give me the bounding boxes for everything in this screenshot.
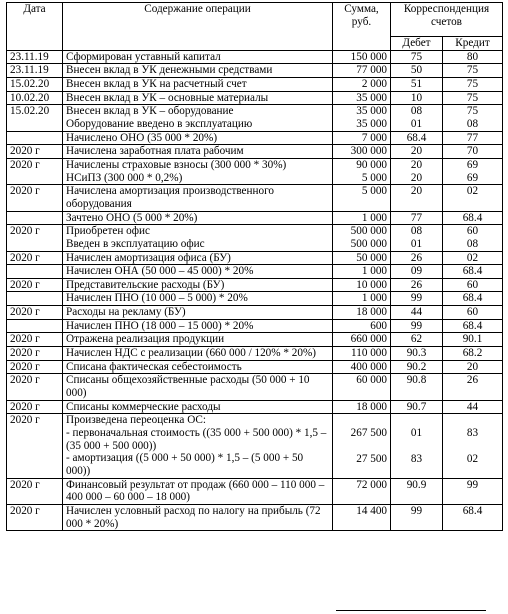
cell-debit-value: 50 [410,64,423,77]
cell-credit-value: 83 [466,427,479,440]
cell-credit-value: 70 [466,145,479,158]
operation-line: Отражена реализация продукции [66,333,225,346]
cell-content [63,211,333,225]
cell-sum-value: 72 000 [356,478,387,491]
operation-line: Внесен вклад в УК – основные материалы [66,91,269,104]
operation-line: Сформирован уставный капитал [66,50,221,63]
operation-line: Начислен НДС с реализации (660 000 / 120% * 20%) [66,347,317,360]
operation-line: Внесен вклад в УК денежными средствами [66,64,273,77]
cell-date: 2020 г [7,306,63,320]
cell-debit [391,225,443,251]
operation-line: Начислено ОНО (35 000 * 20%) [66,131,218,144]
cell-credit-value: 75 [466,64,479,77]
table-row [7,251,503,265]
cell-debit [391,105,443,131]
cell-sum-value: 660 000 [350,333,387,346]
cell-sum-value: 110 000 [351,347,387,360]
cell-debit-value: 09 [410,265,423,278]
cell-credit [443,251,503,265]
cell-sum-value: 7 000 [361,131,387,144]
cell-debit [391,333,443,347]
operation-line: - амортизация ((5 000 + 50 000) * 1,5 – (5 000 + 50 000)) [66,452,304,477]
cell-sum-value: 500 000 [350,225,387,238]
table-row [7,50,503,64]
cell-content [63,50,333,64]
cell-credit-value: 08 [466,117,479,130]
cell-sum [333,211,391,225]
header-debit: Дебет [391,37,443,51]
table-row [7,478,503,504]
cell-debit-value: 62 [410,333,423,346]
cell-sum [333,478,391,504]
operation-line: Начислен ПНО (10 000 – 5 000) * 20% [66,292,248,305]
cell-date: 2020 г [7,145,63,159]
table-row [7,292,503,306]
cell-debit [391,478,443,504]
cell-credit [443,347,503,361]
cell-debit [391,319,443,333]
table-row [7,319,503,333]
cell-debit [391,145,443,159]
operation-line: Оборудование введено в эксплуатацию [66,117,253,130]
operation-line: Финансовый результат от продаж (660 000 – 110 000 – 400 000 – 60 000 – 18 000) [66,478,325,504]
cell-sum [333,400,391,414]
cell-sum-value: 14 400 [356,504,387,517]
cell-debit-value: 77 [410,211,423,224]
cell-debit-value: 99 [410,319,423,332]
header-sum: Сумма, руб. [333,3,391,51]
cell-content [63,414,333,478]
cell-credit-value: 44 [466,400,479,413]
cell-content [63,91,333,105]
cell-credit [443,91,503,105]
cell-debit [391,131,443,145]
cell-credit [443,504,503,530]
table-row [7,158,503,184]
cell-debit-value: 26 [410,251,423,264]
table-row [7,77,503,91]
cell-credit [443,131,503,145]
operation-line: Начислены страховые взносы (300 000 * 30%) [66,158,287,171]
cell-credit-value: 75 [466,105,479,118]
cell-sum-value: 1 000 [361,292,387,305]
cell-sum-value: 77 000 [356,64,387,77]
cell-sum-value: 18 000 [356,306,387,319]
cell-credit-value: 68.2 [462,347,483,360]
cell-debit-value: 01 [410,117,423,130]
cell-credit [443,185,503,211]
table-row [7,131,503,145]
cell-date: 2020 г [7,333,63,347]
cell-sum [333,145,391,159]
cell-debit [391,265,443,279]
cell-sum-value: 27 500 [356,452,387,465]
cell-sum-value [336,414,387,427]
header-date: Дата [7,3,63,51]
cell-credit-value: 68.4 [462,504,483,517]
cell-credit [443,158,503,184]
journal-rows [7,50,503,531]
cell-credit-value: 68.4 [462,292,483,305]
header-content: Содержание операции [63,3,333,51]
cell-sum-value: 1 000 [361,265,387,278]
cell-credit [443,265,503,279]
cell-sum [333,91,391,105]
cell-debit [391,504,443,530]
cell-date [7,292,63,306]
cell-content [63,251,333,265]
cell-debit [391,400,443,414]
cell-credit [443,374,503,400]
cell-date: 2020 г [7,374,63,400]
cell-sum [333,360,391,374]
cell-debit-value: 90.7 [406,400,427,413]
cell-date: 23.11.19 [7,50,63,64]
cell-credit [443,64,503,78]
cell-debit-value: 99 [410,292,423,305]
cell-credit [443,333,503,347]
cell-credit [443,278,503,292]
cell-debit-value: 20 [410,185,423,198]
cell-debit-value: 08 [410,105,423,118]
cell-credit-value: 02 [466,452,479,465]
table-row [7,278,503,292]
table-row [7,91,503,105]
cell-credit [443,400,503,414]
cell-credit-value: 68.4 [462,211,483,224]
operation-line: Введен в эксплуатацию офис [66,237,205,250]
operation-line: Начислен амортизация офиса (БУ) [66,251,231,264]
cell-sum [333,278,391,292]
operation-line: Зачтено ОНО (5 000 * 20%) [66,211,198,224]
table-row [7,105,503,131]
table-row [7,414,503,478]
cell-debit-value: 90.9 [406,478,427,491]
cell-debit [391,64,443,78]
cell-sum [333,504,391,530]
cell-date: 2020 г [7,400,63,414]
table-row [7,145,503,159]
cell-sum-value: 600 [370,319,387,332]
cell-credit [443,225,503,251]
cell-credit [443,105,503,131]
cell-sum-value: 35 000 [356,117,387,130]
cell-sum-value: 5 000 [361,185,387,198]
cell-sum [333,265,391,279]
table-row [7,360,503,374]
cell-content [63,131,333,145]
cell-content [63,185,333,211]
cell-content [63,64,333,78]
cell-debit-value: 10 [410,91,423,104]
cell-date: 2020 г [7,504,63,530]
cell-credit-value: 80 [466,50,479,63]
cell-date [7,319,63,333]
cell-date: 10.02.20 [7,91,63,105]
cell-date: 2020 г [7,347,63,361]
cell-credit-value: 02 [466,251,479,264]
operation-line: НСиПЗ (300 000 * 0,2%) [66,171,183,184]
cell-content [63,360,333,374]
cell-date: 15.02.20 [7,105,63,131]
cell-credit [443,414,503,478]
cell-credit-value: 90.1 [462,333,483,346]
cell-date: 23.11.19 [7,64,63,78]
cell-content [63,478,333,504]
cell-debit-value: 26 [410,278,423,291]
cell-debit-value: 01 [410,427,423,440]
cell-credit [443,478,503,504]
table-row [7,306,503,320]
operation-line: Начислена заработная плата рабочим [66,145,244,158]
cell-sum [333,333,391,347]
cell-debit-value: 90.2 [406,360,427,373]
cell-date: 2020 г [7,185,63,211]
table-row [7,400,503,414]
cell-content [63,292,333,306]
cell-sum [333,158,391,184]
cell-date: 2020 г [7,278,63,292]
cell-content [63,319,333,333]
cell-debit-value: 68.4 [406,131,427,144]
cell-date: 15.02.20 [7,77,63,91]
cell-sum [333,77,391,91]
cell-debit-value: 90.3 [406,347,427,360]
cell-credit-value: 75 [466,91,479,104]
cell-sum [333,131,391,145]
cell-date [7,211,63,225]
cell-date: 2020 г [7,360,63,374]
cell-credit-value: 77 [466,131,479,144]
table-row [7,64,503,78]
cell-content [63,77,333,91]
cell-debit [391,347,443,361]
cell-sum [333,319,391,333]
operation-line: Списаны коммерческие расходы [66,400,221,413]
cell-sum [333,292,391,306]
cell-content [63,333,333,347]
cell-sum-value: 10 000 [356,278,387,291]
cell-content [63,278,333,292]
cell-credit [443,211,503,225]
cell-content [63,225,333,251]
cell-sum [333,50,391,64]
page-bottom-rule [336,610,486,611]
cell-sum-value: 1 000 [361,211,387,224]
cell-sum-value: 60 000 [356,374,387,387]
cell-credit-value: 68.4 [462,319,483,332]
operation-line: Внесен вклад в УК на расчетный счет [66,77,247,90]
cell-debit [391,360,443,374]
table-row [7,347,503,361]
cell-credit-value: 20 [466,360,479,373]
cell-date: 2020 г [7,414,63,478]
cell-sum [333,105,391,131]
cell-debit-value: 08 [410,225,423,238]
cell-credit-value [446,414,499,427]
header-correspondence: Корреспонденция счетов [391,3,503,37]
table-row [7,374,503,400]
cell-sum-value: 18 000 [356,400,387,413]
operation-line: Начислен условный расход по налогу на прибыль (72 000 * 20%) [66,504,321,530]
cell-debit-value: 20 [410,158,423,171]
cell-credit-value: 60 [466,306,479,319]
cell-debit [391,50,443,64]
cell-content [63,145,333,159]
cell-debit [391,278,443,292]
cell-debit-value: 83 [410,452,423,465]
table-row [7,185,503,211]
cell-date: 2020 г [7,158,63,184]
table-row [7,211,503,225]
cell-sum-value: 35 000 [356,105,387,118]
operation-line: Представительские расходы (БУ) [66,278,225,291]
cell-credit [443,77,503,91]
cell-sum [333,414,391,478]
cell-debit-value: 90.8 [406,374,427,387]
cell-sum-value: 400 000 [350,360,387,373]
cell-credit [443,306,503,320]
cell-content [63,105,333,131]
cell-date: 2020 г [7,251,63,265]
cell-sum [333,64,391,78]
cell-sum-value: 50 000 [356,251,387,264]
operation-line: Начислен ПНО (18 000 – 15 000) * 20% [66,319,254,332]
cell-sum-value: 267 500 [350,427,387,440]
cell-credit-value: 68.4 [462,265,483,278]
cell-content [63,306,333,320]
operation-line: - первоначальная стоимость ((35 000 + 500 000) * 1,5 – (35 000 + 500 000)) [66,427,327,452]
cell-debit [391,292,443,306]
cell-credit-value: 75 [466,77,479,90]
cell-sum [333,306,391,320]
operation-line: Внесен вклад в УК – оборудование [66,105,234,118]
cell-date: 2020 г [7,225,63,251]
cell-sum-value: 150 000 [350,50,387,63]
cell-debit [391,77,443,91]
cell-content [63,158,333,184]
cell-credit-value: 69 [466,158,479,171]
cell-credit [443,50,503,64]
cell-debit-value [394,414,439,427]
operation-line: Списана фактическая себестоимость [66,360,242,373]
cell-credit [443,319,503,333]
cell-sum-value: 90 000 [356,158,387,171]
cell-sum-value: 300 000 [350,145,387,158]
cell-debit-value: 51 [410,77,423,90]
cell-debit-value: 20 [410,145,423,158]
cell-debit [391,185,443,211]
cell-sum-value: 2 000 [361,77,387,90]
cell-content [63,504,333,530]
cell-sum-value: 5 000 [361,171,387,184]
operation-line: Расходы на рекламу (БУ) [66,306,186,319]
table-row [7,265,503,279]
cell-debit-value: 01 [410,237,423,250]
operation-line: Начислен ОНА (50 000 – 45 000) * 20% [66,265,254,278]
cell-sum-value: 500 000 [350,237,387,250]
cell-sum [333,374,391,400]
cell-content [63,400,333,414]
cell-content [63,265,333,279]
cell-sum-value: 35 000 [356,91,387,104]
cell-credit-value: 02 [466,185,479,198]
cell-credit [443,145,503,159]
cell-debit-value: 99 [410,504,423,517]
cell-credit-value: 99 [466,478,479,491]
cell-credit-value: 26 [466,374,479,387]
table-row [7,504,503,530]
table-row [7,225,503,251]
cell-debit-value: 75 [410,50,423,63]
header-credit: Кредит [443,37,503,51]
operation-line: Приобретен офис [66,225,150,238]
cell-sum [333,185,391,211]
operation-line: Начислена амортизация производственного оборудования [66,185,274,210]
cell-credit-value: 69 [466,171,479,184]
operation-line: Произведена переоценка ОС: [66,414,206,427]
cell-debit [391,211,443,225]
cell-sum [333,347,391,361]
cell-content [63,347,333,361]
accounting-journal-table [6,2,503,531]
cell-debit [391,91,443,105]
cell-debit-value: 44 [410,306,423,319]
cell-debit-value: 20 [410,171,423,184]
operation-line: Списаны общехозяйственные расходы (50 000 + 10 000) [66,374,310,400]
cell-date: 2020 г [7,478,63,504]
table-row [7,333,503,347]
cell-sum [333,251,391,265]
cell-debit [391,306,443,320]
cell-credit-value: 08 [466,237,479,250]
cell-debit [391,251,443,265]
cell-credit [443,360,503,374]
cell-credit [443,292,503,306]
cell-date [7,265,63,279]
cell-debit [391,414,443,478]
cell-credit-value: 60 [466,278,479,291]
cell-debit [391,374,443,400]
cell-date [7,131,63,145]
cell-debit [391,158,443,184]
cell-content [63,374,333,400]
cell-sum [333,225,391,251]
cell-credit-value: 60 [466,225,479,238]
